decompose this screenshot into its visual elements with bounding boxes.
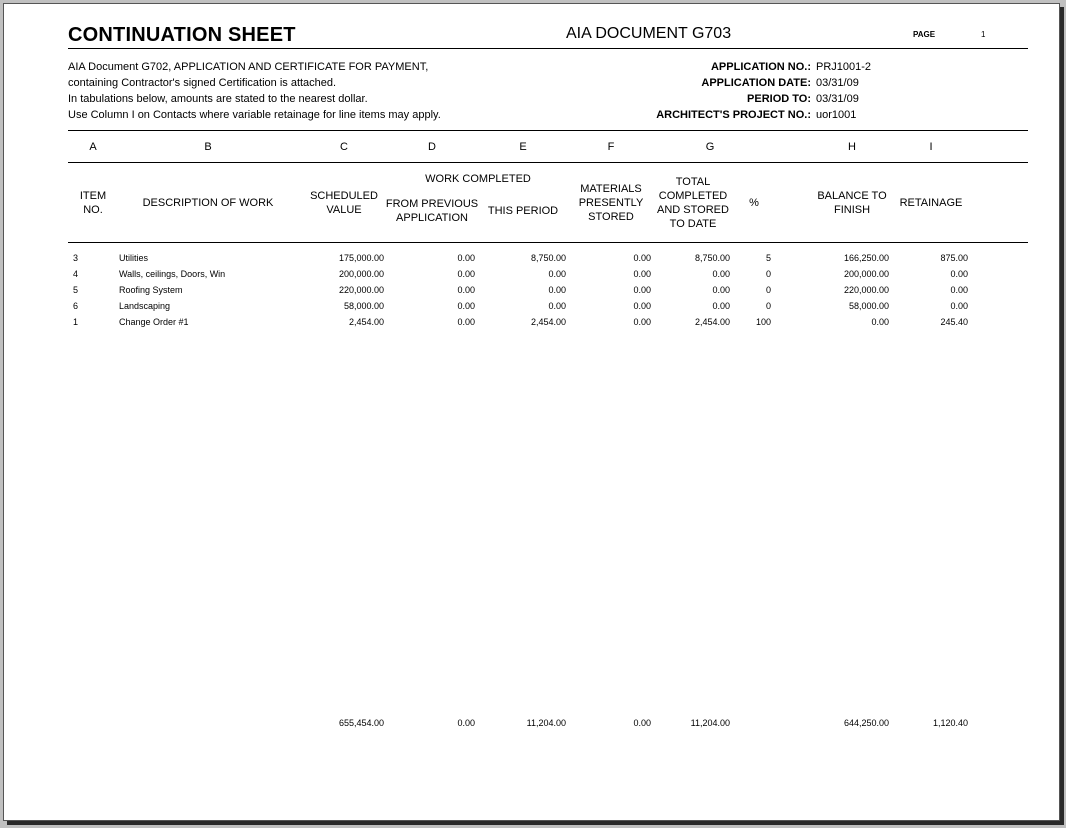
cell-materials-stored: 0.00 xyxy=(633,269,651,279)
cell-materials-stored: 0.00 xyxy=(633,253,651,263)
page-title: CONTINUATION SHEET xyxy=(68,24,296,46)
cell-item-no: 4 xyxy=(73,269,79,279)
cell-percent: 0 xyxy=(765,301,771,311)
column-head-retainage: RETAINAGE xyxy=(899,197,963,209)
period-to-value: 03/31/09 xyxy=(816,93,859,105)
cell-percent: 0 xyxy=(765,285,771,295)
cell-description: Walls, ceilings, Doors, Win xyxy=(119,269,226,279)
cell-from-previous: 0.00 xyxy=(457,301,475,311)
cell-balance-to-finish: 58,000.00 xyxy=(848,301,889,311)
cell-percent: 5 xyxy=(765,253,771,263)
cell-item-no: 6 xyxy=(73,301,79,311)
total-retainage: 1,120.40 xyxy=(932,718,968,728)
cell-item-no: 3 xyxy=(73,253,79,263)
cell-total-completed: 2,454.00 xyxy=(694,317,730,327)
column-head-materials: MATERIALS PRESENTLY STORED xyxy=(578,183,644,223)
column-letter-g: G xyxy=(705,141,715,153)
cell-scheduled-value: 200,000.00 xyxy=(338,269,384,279)
cell-total-completed: 0.00 xyxy=(712,285,730,295)
cell-retainage: 0.00 xyxy=(950,269,968,279)
divider-letters-top xyxy=(68,130,1028,131)
cell-retainage: 0.00 xyxy=(950,285,968,295)
column-letter-c: C xyxy=(340,141,348,153)
cell-total-completed: 0.00 xyxy=(712,269,730,279)
intro-line-4: Use Column I on Contacts where variable retainage for line items may apply. xyxy=(68,109,441,121)
cell-from-previous: 0.00 xyxy=(457,253,475,263)
cell-materials-stored: 0.00 xyxy=(633,285,651,295)
period-to-label: PERIOD TO: xyxy=(747,93,811,105)
column-head-scheduled-value: SCHEDULED VALUE xyxy=(310,190,378,216)
cell-description: Utilities xyxy=(119,253,149,263)
cell-scheduled-value: 2,454.00 xyxy=(348,317,384,327)
column-letter-h: H xyxy=(848,141,856,153)
column-letter-f: F xyxy=(607,141,615,153)
cell-item-no: 1 xyxy=(73,317,79,327)
cell-materials-stored: 0.00 xyxy=(633,317,651,327)
application-no-value: PRJ1001-2 xyxy=(816,61,872,73)
cell-percent: 0 xyxy=(765,269,771,279)
cell-item-no: 5 xyxy=(73,285,79,295)
report-page xyxy=(3,3,1060,821)
divider-letters-bottom xyxy=(68,162,1028,163)
cell-description: Roofing System xyxy=(119,285,183,295)
cell-this-period: 2,454.00 xyxy=(530,317,566,327)
page-number: 1 xyxy=(981,30,986,39)
column-letter-e: E xyxy=(519,141,527,153)
column-letter-b: B xyxy=(204,141,212,153)
column-head-work-completed: WORK COMPLETED xyxy=(425,173,531,185)
cell-materials-stored: 0.00 xyxy=(633,301,651,311)
cell-retainage: 875.00 xyxy=(940,253,968,263)
application-date-label: APPLICATION DATE: xyxy=(701,77,811,89)
cell-retainage: 0.00 xyxy=(950,301,968,311)
total-from-previous: 0.00 xyxy=(457,718,475,728)
column-head-percent: % xyxy=(749,197,759,209)
divider-top xyxy=(68,48,1028,49)
cell-description: Change Order #1 xyxy=(119,317,189,327)
cell-this-period: 0.00 xyxy=(548,301,566,311)
cell-from-previous: 0.00 xyxy=(457,317,475,327)
cell-percent: 100 xyxy=(755,317,771,327)
architect-project-value: uor1001 xyxy=(816,109,857,121)
cell-balance-to-finish: 220,000.00 xyxy=(843,285,889,295)
cell-scheduled-value: 220,000.00 xyxy=(338,285,384,295)
architect-project-label: ARCHITECT'S PROJECT NO.: xyxy=(656,109,811,121)
application-date-value: 03/31/09 xyxy=(816,77,859,89)
total-balance-to-finish: 644,250.00 xyxy=(843,718,889,728)
cell-scheduled-value: 175,000.00 xyxy=(338,253,384,263)
page-label: PAGE xyxy=(913,30,936,39)
column-letter-d: D xyxy=(428,141,436,153)
cell-from-previous: 0.00 xyxy=(457,269,475,279)
intro-line-2: containing Contractor's signed Certification is attached. xyxy=(68,77,337,89)
total-scheduled-value: 655,454.00 xyxy=(338,718,384,728)
cell-this-period: 0.00 xyxy=(548,285,566,295)
cell-from-previous: 0.00 xyxy=(457,285,475,295)
column-head-item: ITEM NO. xyxy=(79,190,107,216)
cell-retainage: 245.40 xyxy=(940,317,968,327)
cell-description: Landscaping xyxy=(119,301,171,311)
column-head-balance: BALANCE TO FINISH xyxy=(817,190,887,216)
column-head-total-completed: TOTAL COMPLETED AND STORED TO DATE xyxy=(657,176,729,230)
cell-balance-to-finish: 0.00 xyxy=(871,317,889,327)
column-head-description: DESCRIPTION OF WORK xyxy=(142,197,274,209)
cell-scheduled-value: 58,000.00 xyxy=(343,301,384,311)
column-head-from-previous: FROM PREVIOUS APPLICATION xyxy=(385,198,479,224)
total-materials-stored: 0.00 xyxy=(633,718,651,728)
intro-line-1: AIA Document G702, APPLICATION AND CERTIFICATE FOR PAYMENT, xyxy=(68,61,429,73)
total-completed-stored: 11,204.00 xyxy=(690,718,730,728)
cell-balance-to-finish: 166,250.00 xyxy=(843,253,889,263)
document-title: AIA DOCUMENT G703 xyxy=(566,25,732,42)
cell-total-completed: 0.00 xyxy=(712,301,730,311)
application-no-label: APPLICATION NO.: xyxy=(710,61,811,73)
intro-line-3: In tabulations below, amounts are stated to the nearest dollar. xyxy=(68,93,368,105)
cell-this-period: 8,750.00 xyxy=(530,253,566,263)
column-head-this-period: THIS PERIOD xyxy=(487,205,559,217)
divider-header-bottom xyxy=(68,242,1028,243)
column-letter-i: I xyxy=(929,141,933,153)
column-letter-a: A xyxy=(89,141,97,153)
cell-this-period: 0.00 xyxy=(548,269,566,279)
total-this-period: 11,204.00 xyxy=(526,718,566,728)
cell-total-completed: 8,750.00 xyxy=(694,253,730,263)
cell-balance-to-finish: 200,000.00 xyxy=(843,269,889,279)
